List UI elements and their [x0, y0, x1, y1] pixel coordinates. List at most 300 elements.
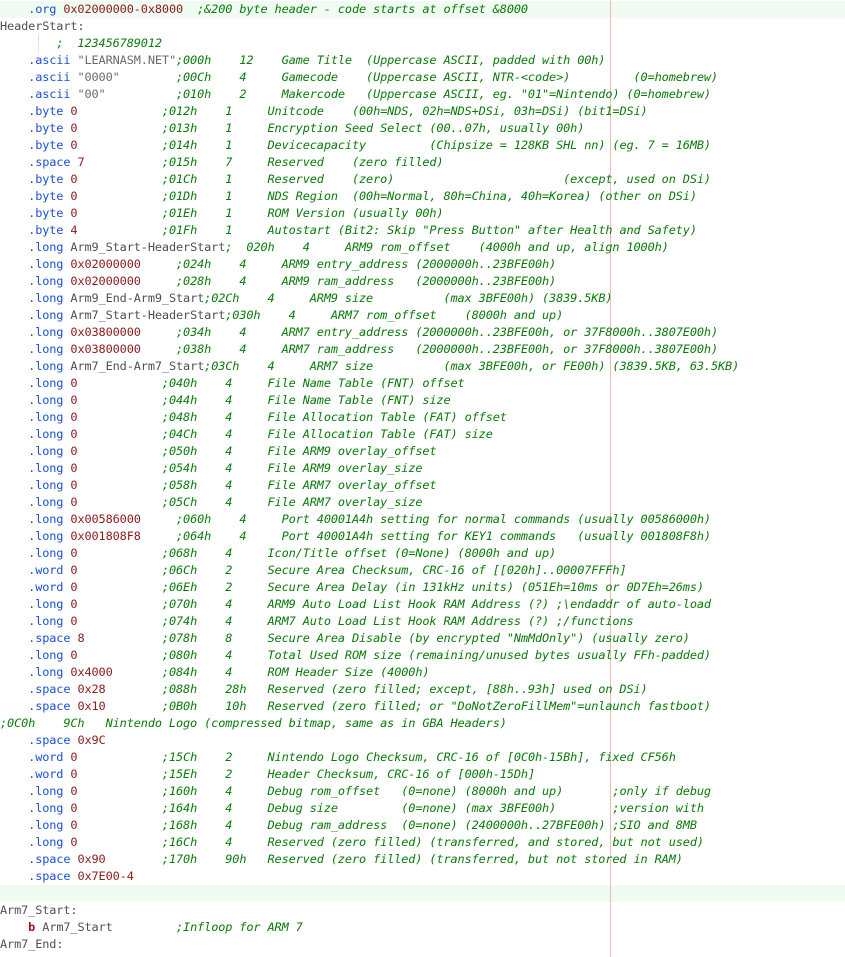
number-token: 0x7E00-4: [77, 869, 134, 883]
comment-token: ;040h 4 File Name Table (FNT) offset: [161, 376, 465, 390]
whitespace: [183, 2, 197, 16]
number-token: 0: [70, 495, 78, 509]
whitespace: [0, 597, 28, 611]
code-line[interactable]: [0, 528, 845, 545]
whitespace: [0, 189, 28, 203]
number-token: 0: [70, 444, 78, 458]
whitespace: [0, 257, 28, 271]
number-token: 0: [70, 121, 78, 135]
whitespace: [77, 189, 161, 203]
comment-token: ;030h 4 ARM7 rom_offset (8000h and up): [225, 308, 564, 322]
comment-token: ;0B0h 10h Reserved (zero filled; or "DoNotZeroFillMem"=unlaunch fastboot): [161, 699, 711, 713]
code-line[interactable]: [0, 239, 845, 256]
directive-token: .long: [28, 393, 64, 407]
whitespace: [0, 852, 28, 866]
code-line[interactable]: [0, 52, 845, 69]
number-token: 0x02000000: [70, 274, 141, 288]
directive-token: .long: [28, 648, 64, 662]
whitespace: [0, 529, 28, 543]
whitespace: [141, 325, 176, 339]
number-token: 4: [70, 223, 78, 237]
whitespace: [0, 580, 28, 594]
code-line[interactable]: [0, 392, 845, 409]
directive-token: .ascii: [28, 70, 71, 84]
number-token: 0: [70, 546, 78, 560]
number-token: 0: [70, 410, 78, 424]
number-token: 0x001808F8: [70, 529, 141, 543]
whitespace: [141, 274, 176, 288]
comment-token: ;024h 4 ARM9 entry_address (2000000h..23BFE00h): [176, 257, 557, 271]
directive-token: .word: [28, 767, 64, 781]
directive-token: .long: [28, 801, 64, 815]
number-token: 0x10: [77, 699, 106, 713]
directive-token: .space: [28, 682, 71, 696]
code-line[interactable]: [0, 103, 845, 120]
number-token: 0: [70, 801, 78, 815]
whitespace: [120, 70, 176, 84]
number-token: 0: [70, 580, 78, 594]
whitespace: [77, 206, 161, 220]
number-token: 0: [70, 104, 78, 118]
directive-token: .long: [28, 495, 64, 509]
comment-token: ;15Ch 2 Nintendo Logo Checksum, CRC-16 of [0C0h-15Bh], fixed CF56h: [161, 750, 676, 764]
code-line[interactable]: [0, 341, 845, 358]
comment-token: ;074h 4 ARM7 Auto Load List Hook RAM Address (?) ;/functions: [161, 614, 634, 628]
whitespace: [141, 257, 176, 271]
directive-token: .long: [28, 546, 64, 560]
code-line[interactable]: [0, 919, 845, 936]
directive-token: .long: [28, 257, 64, 271]
directive-token: .long: [28, 478, 64, 492]
directive-token: .byte: [28, 138, 64, 152]
code-line[interactable]: [0, 460, 845, 477]
code-line[interactable]: [0, 698, 845, 715]
directive-token: .long: [28, 614, 64, 628]
comment-token: ;160h 4 Debug rom_offset (0=none) (8000h and up) ;only if debug: [161, 784, 711, 798]
whitespace: [0, 36, 56, 50]
whitespace: [106, 87, 176, 101]
whitespace: [0, 869, 28, 883]
code-line[interactable]: [0, 18, 845, 35]
comment-token: ;01Eh 1 ROM Version (usually 00h): [161, 206, 444, 220]
label-token: Arm7_Start:: [0, 903, 78, 917]
comment-token: ;01Dh 1 NDS Region (00h=Normal, 80h=China, 40h=Korea) (other on DSi): [161, 189, 697, 203]
code-line[interactable]: [0, 783, 845, 800]
comment-token: ;Infloop for ARM 7: [176, 920, 303, 934]
directive-token: .long: [28, 665, 64, 679]
whitespace: [77, 563, 161, 577]
comment-token: ;034h 4 ARM7 entry_address (2000000h..23BFE00h, or 37F8000h..3807E00h): [176, 325, 718, 339]
code-line[interactable]: [0, 409, 845, 426]
directive-token: .word: [28, 563, 64, 577]
whitespace: [77, 138, 161, 152]
whitespace: [0, 835, 28, 849]
whitespace: [77, 172, 161, 186]
whitespace: [77, 461, 161, 475]
number-token: 0: [70, 427, 78, 441]
whitespace: [0, 444, 28, 458]
number-token: 0: [70, 818, 78, 832]
whitespace: [0, 308, 28, 322]
comment-token: ;06Ch 2 Secure Area Checksum, CRC-16 of [[020h]..00007FFFh]: [161, 563, 627, 577]
code-line[interactable]: [0, 800, 845, 817]
whitespace: [0, 699, 28, 713]
whitespace: [77, 393, 161, 407]
whitespace: [141, 342, 176, 356]
whitespace: [0, 495, 28, 509]
label-token: Arm7_End:: [0, 937, 64, 951]
number-token: 0x03800000: [70, 325, 141, 339]
whitespace: [0, 172, 28, 186]
comment-token: ;15Eh 2 Header Checksum, CRC-16 of [000h-15Dh]: [161, 767, 535, 781]
number-token: 0: [70, 206, 78, 220]
whitespace: [106, 682, 162, 696]
directive-token: .byte: [28, 189, 64, 203]
comment-token: ;028h 4 ARM9 ram_address (2000000h..23BFE00h): [176, 274, 557, 288]
directive-token: .long: [28, 325, 64, 339]
comment-token: ;02Ch 4 ARM9 size (max 3BFE00h) (3839.5KB): [204, 291, 613, 305]
directive-token: .org: [28, 2, 57, 16]
symbol-token: Arm9_Start-HeaderStart: [70, 240, 226, 254]
whitespace: [77, 648, 161, 662]
whitespace: [113, 920, 176, 934]
directive-token: .long: [28, 529, 64, 543]
symbol-token: Arm7_Start: [42, 920, 113, 934]
directive-token: .space: [28, 631, 71, 645]
number-token: 0: [70, 138, 78, 152]
directive-token: .long: [28, 342, 64, 356]
whitespace: [0, 920, 28, 934]
directive-token: .long: [28, 410, 64, 424]
whitespace: [0, 70, 28, 84]
whitespace: [77, 546, 161, 560]
directive-token: .byte: [28, 172, 64, 186]
code-line[interactable]: [0, 630, 845, 647]
directive-token: .long: [28, 376, 64, 390]
code-line[interactable]: [0, 817, 845, 834]
whitespace: [0, 291, 28, 305]
number-token: 7: [77, 155, 85, 169]
whitespace: [84, 155, 161, 169]
number-token: 0: [70, 648, 78, 662]
number-token: 0x00586000: [70, 512, 141, 526]
directive-token: .long: [28, 274, 64, 288]
whitespace: [77, 410, 161, 424]
whitespace: [0, 546, 28, 560]
whitespace: [77, 104, 161, 118]
directive-token: .long: [28, 291, 64, 305]
code-line[interactable]: [0, 188, 845, 205]
comment-token: ;012h 1 Unitcode (00h=NDS, 02h=NDS+DSi, 03h=DSi) (bit1=DSi): [161, 104, 648, 118]
symbol-token: Arm7_End-Arm7_Start: [70, 359, 205, 373]
comment-token: ;01Fh 1 Autostart (Bit2: Skip "Press Button" after Health and Safety): [161, 223, 697, 237]
directive-token: .space: [28, 699, 71, 713]
whitespace: [0, 801, 28, 815]
comment-token: ;03Ch 4 ARM7 size (max 3BFE00h, or FE00h) (3839.5KB, 63.5KB): [204, 359, 740, 373]
comment-token: ;038h 4 ARM7 ram_address (2000000h..23BFE00h, or 37F8000h..3807E00h): [176, 342, 718, 356]
whitespace: [0, 478, 28, 492]
whitespace: [77, 784, 161, 798]
symbol-token: Arm9_End-Arm9_Start: [70, 291, 205, 305]
directive-token: .space: [28, 733, 71, 747]
directive-token: .long: [28, 427, 64, 441]
code-line[interactable]: [0, 681, 845, 698]
directive-token: .long: [28, 461, 64, 475]
number-token: 0x02000000: [70, 257, 141, 271]
whitespace: [77, 444, 161, 458]
number-token: 0: [70, 563, 78, 577]
whitespace: [0, 733, 28, 747]
number-token: 0: [70, 750, 78, 764]
code-line[interactable]: [0, 171, 845, 188]
code-line[interactable]: [0, 732, 845, 749]
code-line[interactable]: [0, 868, 845, 885]
number-token: 0x03800000: [70, 342, 141, 356]
comment-token: ;078h 8 Secure Area Disable (by encrypted "NmMdOnly") (usually zero): [161, 631, 690, 645]
directive-token: .long: [28, 512, 64, 526]
whitespace: [0, 784, 28, 798]
whitespace: [141, 529, 176, 543]
comment-token: ;00Ch 4 Gamecode (Uppercase ASCII, NTR-<code>) (0=homebrew): [175, 70, 718, 84]
comment-token: ;010h 2 Makercode (Uppercase ASCII, eg. "01"=Nintendo) (0=homebrew): [175, 87, 711, 101]
comment-token: ;088h 28h Reserved (zero filled; except, [88h..93h] used on DSi): [161, 682, 648, 696]
code-line[interactable]: [0, 205, 845, 222]
string-token: "00": [77, 87, 106, 101]
whitespace: [77, 121, 161, 135]
directive-token: .space: [28, 852, 71, 866]
instruction-token: b: [28, 920, 36, 934]
code-line[interactable]: [0, 69, 845, 86]
code-line[interactable]: [0, 545, 845, 562]
code-line[interactable]: [0, 511, 845, 528]
code-line[interactable]: [0, 35, 845, 52]
whitespace: [77, 835, 161, 849]
comment-token: ;06Eh 2 Secure Area Delay (in 131kHz units) (051Eh=10ms or 0D7Eh=26ms): [161, 580, 704, 594]
code-line[interactable]: [0, 358, 845, 375]
whitespace: [77, 801, 161, 815]
whitespace: [77, 767, 161, 781]
comment-token: ;050h 4 File ARM9 overlay_offset: [161, 444, 437, 458]
whitespace: [0, 325, 28, 339]
code-line[interactable]: [0, 324, 845, 341]
whitespace: [141, 512, 176, 526]
code-line[interactable]: [0, 579, 845, 596]
whitespace: [0, 240, 28, 254]
directive-token: .byte: [28, 206, 64, 220]
code-lines[interactable]: [0, 1, 845, 953]
code-line[interactable]: [0, 613, 845, 630]
number-token: 0: [70, 376, 78, 390]
whitespace: [0, 614, 28, 628]
number-token: 0: [70, 784, 78, 798]
whitespace: [113, 665, 162, 679]
directive-token: .long: [28, 240, 64, 254]
whitespace: [77, 818, 161, 832]
number-token: 0: [70, 189, 78, 203]
whitespace: [77, 223, 161, 237]
code-line[interactable]: [0, 290, 845, 307]
code-line[interactable]: [0, 120, 845, 137]
number-token: 0: [70, 461, 78, 475]
comment-token: ;044h 4 File Name Table (FNT) size: [161, 393, 451, 407]
whitespace: [0, 665, 28, 679]
whitespace: [84, 631, 161, 645]
whitespace: [77, 478, 161, 492]
directive-token: .long: [28, 444, 64, 458]
code-line[interactable]: [0, 222, 845, 239]
code-line[interactable]: [0, 494, 845, 511]
number-token: 0: [70, 614, 78, 628]
whitespace: [0, 223, 28, 237]
whitespace: [0, 461, 28, 475]
code-line[interactable]: [0, 86, 845, 103]
whitespace: [0, 138, 28, 152]
directive-token: .word: [28, 580, 64, 594]
number-token: 0: [70, 478, 78, 492]
whitespace: [77, 614, 161, 628]
code-line[interactable]: [0, 851, 845, 868]
whitespace: [0, 393, 28, 407]
whitespace: [0, 359, 28, 373]
whitespace: [0, 818, 28, 832]
comment-token: ; 020h 4 ARM9 rom_offset (4000h and up, align 1000h): [225, 240, 669, 254]
directive-token: .long: [28, 818, 64, 832]
code-line[interactable]: [0, 154, 845, 171]
whitespace: [0, 648, 28, 662]
comment-token: ;054h 4 File ARM9 overlay_size: [161, 461, 423, 475]
whitespace: [106, 699, 162, 713]
directive-token: .long: [28, 597, 64, 611]
comment-token: ;170h 90h Reserved (zero filled) (transferred, but not stored in RAM): [161, 852, 683, 866]
number-token: 0x9C: [77, 733, 106, 747]
whitespace: [77, 376, 161, 390]
comment-token: ;164h 4 Debug size (0=none) (max 3BFE00h) ;version with: [161, 801, 704, 815]
code-line[interactable]: [0, 885, 845, 902]
comment-token: ;068h 4 Icon/Title offset (0=None) (8000h and up): [161, 546, 557, 560]
code-line[interactable]: [0, 596, 845, 613]
comment-token: ;&200 byte header - code starts at offset &8000: [197, 2, 528, 16]
code-line[interactable]: [0, 664, 845, 681]
number-token: 0: [70, 835, 78, 849]
comment-token: ;014h 1 Devicecapacity (Chipsize = 128KB SHL nn) (eg. 7 = 16MB): [161, 138, 711, 152]
whitespace: [0, 750, 28, 764]
directive-token: .long: [28, 835, 64, 849]
whitespace: [0, 121, 28, 135]
number-token: 0: [70, 393, 78, 407]
comment-token: ;084h 4 ROM Header Size (4000h): [161, 665, 430, 679]
whitespace: [0, 682, 28, 696]
code-line[interactable]: [0, 902, 845, 919]
whitespace: [0, 104, 28, 118]
number-token: 0x4000: [70, 665, 113, 679]
whitespace: [0, 342, 28, 356]
whitespace: [0, 767, 28, 781]
code-line[interactable]: [0, 715, 845, 732]
directive-token: .byte: [28, 104, 64, 118]
comment-token: ;04Ch 4 File Allocation Table (FAT) size: [161, 427, 493, 441]
whitespace: [77, 495, 161, 509]
directive-token: .long: [28, 784, 64, 798]
code-line[interactable]: [0, 137, 845, 154]
label-token: HeaderStart:: [0, 19, 85, 33]
comment-token: ;048h 4 File Allocation Table (FAT) offset: [161, 410, 507, 424]
comment-token: ;05Ch 4 File ARM7 overlay_size: [161, 495, 423, 509]
code-line[interactable]: [0, 256, 845, 273]
code-line[interactable]: [0, 273, 845, 290]
comment-token: ;000h 12 Game Title (Uppercase ASCII, padded with 00h): [175, 53, 606, 67]
number-token: 0x02000000-0x8000: [63, 2, 184, 16]
whitespace: [0, 631, 28, 645]
directive-token: .space: [28, 869, 71, 883]
directive-token: .long: [28, 308, 64, 322]
whitespace: [77, 427, 161, 441]
number-token: 0x90: [77, 852, 106, 866]
whitespace: [77, 750, 161, 764]
whitespace: [0, 427, 28, 441]
whitespace: [0, 155, 28, 169]
code-line[interactable]: [0, 375, 845, 392]
directive-token: .byte: [28, 223, 64, 237]
whitespace: [0, 206, 28, 220]
string-token: "LEARNASM.NET": [77, 53, 176, 67]
whitespace: [0, 53, 28, 67]
directive-token: .space: [28, 155, 71, 169]
comment-token: ;060h 4 Port 40001A4h setting for normal commands (usually 00586000h): [176, 512, 711, 526]
comment-token: ;080h 4 Total Used ROM size (remaining/unused bytes usually FFh-padded): [161, 648, 711, 662]
symbol-token: Arm7_Start-HeaderStart: [70, 308, 226, 322]
directive-token: .word: [28, 750, 64, 764]
comment-token: ;058h 4 File ARM7 overlay_offset: [161, 478, 437, 492]
code-line[interactable]: [0, 647, 845, 664]
number-token: 0: [70, 172, 78, 186]
comment-token: ;015h 7 Reserved (zero filled): [161, 155, 444, 169]
whitespace: [0, 563, 28, 577]
number-token: 0x28: [77, 682, 106, 696]
whitespace: [0, 512, 28, 526]
whitespace: [77, 580, 161, 594]
code-line[interactable]: [0, 834, 845, 851]
whitespace: [0, 376, 28, 390]
code-line[interactable]: [0, 426, 845, 443]
whitespace: [0, 410, 28, 424]
comment-token: ;168h 4 Debug ram_address (0=none) (2400000h..27BFE00h) ;SIO and 8MB: [161, 818, 697, 832]
comment-token: ;16Ch 4 Reserved (zero filled) (transferred, and stored, but not used): [161, 835, 704, 849]
code-line[interactable]: [0, 749, 845, 766]
comment-token: ;070h 4 ARM9 Auto Load List Hook RAM Address (?) ;\endaddr of auto-load: [161, 597, 711, 611]
whitespace: [106, 852, 162, 866]
whitespace: [0, 274, 28, 288]
code-line[interactable]: [0, 562, 845, 579]
comment-token: ;064h 4 Port 40001A4h setting for KEY1 commands (usually 001808F8h): [176, 529, 711, 543]
code-line[interactable]: [0, 477, 845, 494]
code-line[interactable]: [0, 936, 845, 953]
directive-token: .byte: [28, 121, 64, 135]
whitespace: [77, 597, 161, 611]
code-line[interactable]: [0, 443, 845, 460]
code-line[interactable]: [0, 1, 845, 18]
code-line[interactable]: [0, 766, 845, 783]
whitespace: [0, 87, 28, 101]
comment-token: ;01Ch 1 Reserved (zero) (except, used on DSi): [161, 172, 711, 186]
directive-token: .ascii: [28, 87, 71, 101]
number-token: 0: [70, 597, 78, 611]
directive-token: .ascii: [28, 53, 71, 67]
code-line[interactable]: [0, 307, 845, 324]
comment-token: ; 123456789012: [56, 36, 162, 50]
comment-token: ;013h 1 Encryption Seed Select (00..07h, usually 00h): [161, 121, 585, 135]
number-token: 0: [70, 767, 78, 781]
whitespace: [0, 2, 28, 16]
